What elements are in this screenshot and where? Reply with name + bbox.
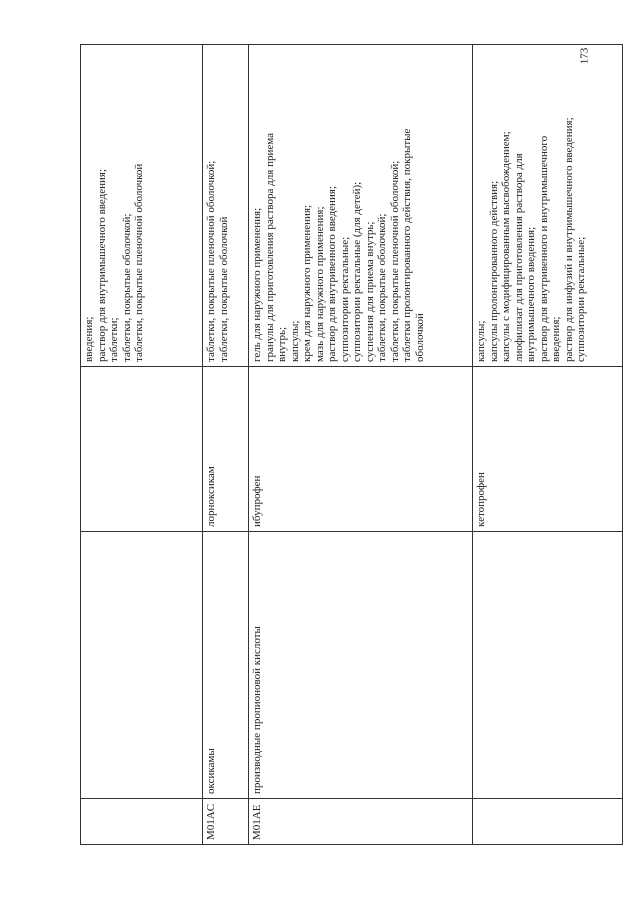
form-line: таблетки;	[108, 317, 120, 362]
table-row	[249, 45, 473, 845]
form-line: капсулы пролонгированного действия;	[487, 180, 500, 362]
form-line: раствор для инфузий и внутримышечного введения;	[562, 117, 575, 362]
form-line: раствор для внутривенного и внутримышечного	[537, 135, 550, 362]
form-line: введения;	[83, 316, 95, 362]
form-line: суспензия для приема внутрь;	[363, 221, 376, 362]
group-cell: производные пропионовой кислоты	[249, 532, 473, 799]
form-line: гель для наружного применения;	[251, 207, 263, 362]
form-line: таблетки, покрытые оболочкой;	[376, 213, 388, 362]
form-line: крем для наружного применения;	[301, 204, 313, 362]
forms-cell	[81, 45, 203, 367]
form-line: капсулы;	[475, 320, 487, 362]
forms-cell	[203, 45, 249, 367]
form-line: суппозитории ректальные (для детей);	[351, 181, 363, 362]
form-line: внутрь;	[276, 326, 288, 362]
form-line: раствор для внутривенного введения;	[326, 186, 338, 362]
form-line: таблетки пролонгированного действия, покрытые	[401, 128, 413, 362]
forms-cell	[249, 45, 473, 367]
form-line: таблетки, покрытые пленочной оболочкой;	[388, 160, 401, 362]
form-line: оболочкой	[413, 313, 426, 362]
atc-code-cell	[81, 799, 203, 845]
form-line: внутримышечного введения;	[525, 226, 537, 362]
form-line: капсулы;	[288, 320, 301, 362]
drug-cell: лорноксикам	[203, 367, 249, 532]
atc-code-cell	[473, 799, 623, 845]
drug-cell: ибупрофен	[249, 367, 473, 532]
form-line: лиофилизат для приготовления раствора для	[512, 153, 525, 362]
atc-code-cell: M01AC	[203, 799, 249, 845]
drug-cell	[81, 367, 203, 532]
form-line: мазь для наружного применения;	[313, 206, 326, 362]
form-line: таблетки, покрытые оболочкой;	[120, 213, 133, 362]
form-line: капсулы с модифицированным высвобождением;	[500, 131, 512, 362]
form-line: гранулы для приготовления раствора для приема	[263, 133, 276, 362]
atc-code-cell: M01AE	[249, 799, 473, 845]
drug-cell: кетопрофен	[473, 367, 623, 532]
drug-table	[80, 44, 623, 845]
form-line: введения;	[550, 316, 562, 362]
form-line: раствор для внутримышечного введения;	[95, 168, 108, 362]
form-line: таблетки, покрытые пленочной оболочкой	[133, 163, 145, 362]
group-cell	[81, 532, 203, 799]
table-row	[81, 45, 203, 845]
group-cell: оксикамы	[203, 532, 249, 799]
table-row	[203, 45, 249, 845]
form-line: таблетки, покрытые оболочкой	[217, 216, 230, 362]
table-row	[473, 45, 623, 845]
form-line: суппозитории ректальные;	[338, 236, 351, 362]
form-line: суппозитории ректальные;	[575, 236, 587, 362]
page-number: 173	[578, 47, 591, 65]
group-cell	[473, 532, 623, 799]
form-line: таблетки, покрытые пленочной оболочкой;	[205, 160, 217, 362]
forms-cell	[473, 45, 623, 367]
